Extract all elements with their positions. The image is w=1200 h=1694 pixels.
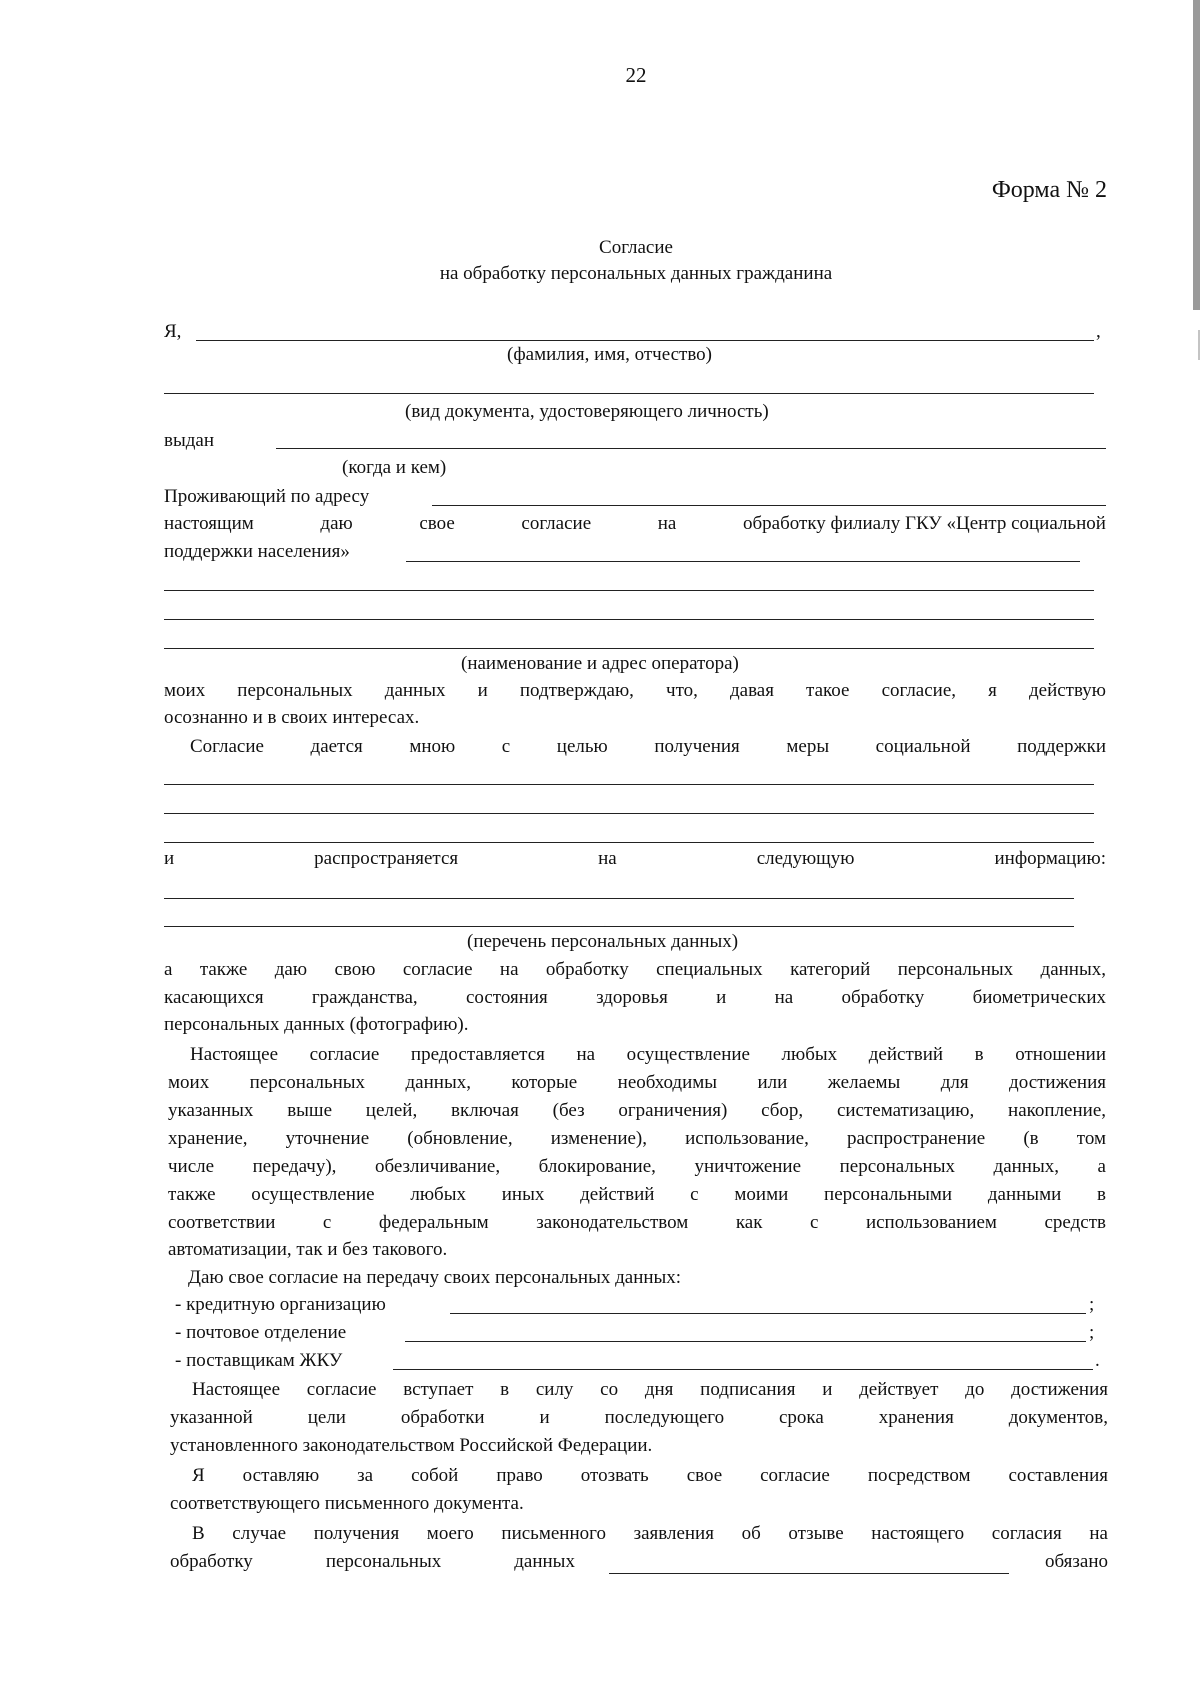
purpose-line: Согласие дается мною с целью получения меры социальной поддержки — [190, 736, 1106, 757]
operator-line-2[interactable] — [164, 590, 1094, 591]
my-pd-line2: осознанно и в своих интересах. — [164, 707, 420, 728]
document-title: Согласие — [599, 237, 673, 258]
revoke-line-1: Я оставляю за собой право отозвать свое согласие посредством составления — [192, 1465, 1108, 1486]
purpose-line-2[interactable] — [164, 813, 1094, 814]
transfer-item-zhku-end: . — [1095, 1350, 1100, 1371]
address-label: Проживающий по адресу — [164, 486, 370, 507]
final-right-text: обязано — [1044, 1551, 1108, 1572]
info-line: и распространяется на следующую информацию: — [164, 848, 1106, 869]
revoke-line-2: соответствующего письменного документа. — [170, 1493, 524, 1514]
special-line-2: касающихся гражданства, состояния здоровья и на обработку биометрических — [164, 987, 1106, 1008]
id-document-caption: (вид документа, удостоверяющего личность) — [405, 401, 769, 422]
validity-line-1: Настоящее согласие вступает в силу со дня подписания и действует до достижения — [192, 1379, 1108, 1400]
pd-list-line-2[interactable] — [164, 926, 1074, 927]
operator-line-3[interactable] — [164, 619, 1094, 620]
final-left-word-1: обработку — [170, 1551, 253, 1572]
transfer-post-line[interactable] — [405, 1341, 1086, 1342]
my-pd-line1: моих персональных данных и подтверждаю, что, давая такое согласие, я действую — [164, 680, 1106, 701]
final-line-1: В случае получения моего письменного заявления об отзыве настоящего согласия на — [192, 1523, 1108, 1544]
purpose-line-3[interactable] — [164, 842, 1094, 843]
actions-line-5: числе передачу), обезличивание, блокирование, уничтожение персональных данных, а — [168, 1156, 1106, 1177]
operator-caption: (наименование и адрес оператора) — [461, 653, 739, 674]
final-line-2 — [170, 1550, 1108, 1574]
id-document-line[interactable] — [164, 393, 1094, 394]
actions-line-2: моих персональных данных, которые необходимы или желаемы для достижения — [168, 1072, 1106, 1093]
transfer-credit-line[interactable] — [450, 1313, 1086, 1314]
ya-comma: , — [1096, 321, 1101, 342]
pd-list-caption: (перечень персональных данных) — [467, 931, 739, 952]
transfer-item-post-end: ; — [1089, 1322, 1095, 1343]
form-number: Форма № 2 — [991, 177, 1107, 203]
address-line[interactable] — [432, 505, 1106, 506]
page-number: 22 — [625, 63, 647, 87]
actions-line-4: хранение, уточнение (обновление, изменение), использование, распространение (в том — [168, 1128, 1106, 1149]
actions-line-8: автоматизации, так и без такового. — [168, 1239, 448, 1260]
transfer-item-credit-end: ; — [1089, 1294, 1095, 1315]
pd-list-line-1[interactable] — [164, 898, 1074, 899]
special-line-3: персональных данных (фотографию). — [164, 1014, 469, 1035]
actions-line-3: указанных выше целей, включая (без ограничения) сбор, систематизацию, накопление, — [168, 1100, 1106, 1121]
transfer-item-post: - почтовое отделение — [175, 1322, 347, 1343]
special-line-1: а также даю свою согласие на обработку специальных категорий персональных данных, — [164, 959, 1106, 980]
transfer-item-zhku: - поставщикам ЖКУ — [175, 1350, 343, 1371]
operator-line2: поддержки населения» — [164, 541, 350, 562]
vydan-caption: (когда и кем) — [342, 457, 447, 478]
vydan-line[interactable] — [276, 448, 1106, 449]
vydan-label: выдан — [164, 430, 215, 451]
final-left-word-3: данных — [514, 1551, 575, 1572]
transfer-item-credit: - кредитную организацию — [175, 1294, 386, 1315]
operator-line-4[interactable] — [164, 648, 1094, 649]
document-subtitle: на обработку персональных данных гражданина — [439, 263, 833, 284]
ya-label: Я, — [164, 321, 182, 342]
actions-line-7: соответствии с федеральным законодательством как с использованием средств — [168, 1212, 1106, 1233]
transfer-zhku-line[interactable] — [393, 1369, 1093, 1370]
final-operator-line[interactable] — [609, 1553, 1009, 1574]
final-left-word-2: персональных — [325, 1551, 442, 1572]
fio-caption: (фамилия, имя, отчество) — [507, 344, 713, 365]
final-left-text — [170, 1550, 609, 1574]
validity-line-2: указанной цели обработки и последующего срока хранения документов, — [170, 1407, 1108, 1428]
actions-line-6: также осуществление любых иных действий с моими персональными данными в — [168, 1184, 1106, 1205]
transfer-intro: Даю свое согласие на передачу своих персональных данных: — [188, 1267, 682, 1288]
operator-line[interactable] — [406, 561, 1080, 562]
actions-line-1: Настоящее согласие предоставляется на осуществление любых действий в отношении — [190, 1044, 1106, 1065]
validity-line-3: установленного законодательством Российской Федерации. — [170, 1435, 653, 1456]
purpose-line-1[interactable] — [164, 784, 1094, 785]
consent-line: настоящим даю свое согласие на обработку филиалу ГКУ «Центр социальной — [164, 513, 1106, 534]
fio-line[interactable] — [196, 340, 1094, 341]
